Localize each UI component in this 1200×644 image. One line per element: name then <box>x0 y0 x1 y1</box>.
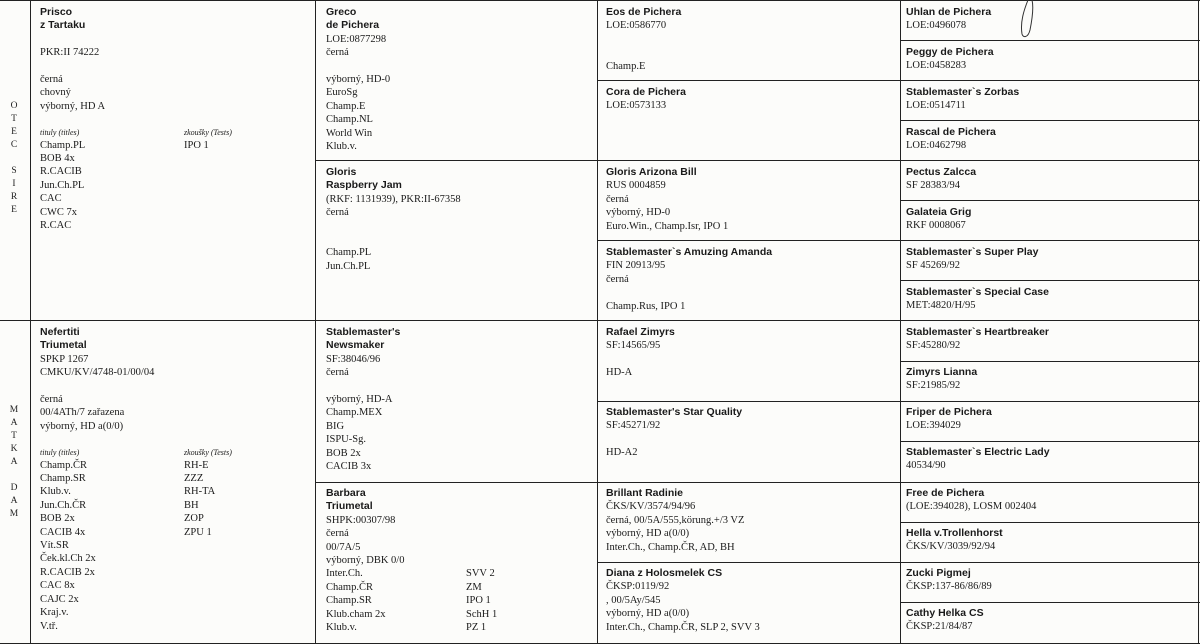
dog-detail: SHPK:00307/98 <box>326 514 396 526</box>
divider-gen2 <box>597 0 598 644</box>
gen4-cell <box>906 366 1194 393</box>
test-item: RH-TA <box>184 486 216 498</box>
dog-reg: LOE:0458283 <box>906 60 967 72</box>
dog-detail: Champ.PL <box>326 247 372 259</box>
dog-reg: LOE:0496078 <box>906 20 967 32</box>
dog-detail: černá <box>606 193 629 205</box>
dog-detail: Champ.Rus, IPO 1 <box>606 300 686 312</box>
divider-gen4 <box>900 602 1200 603</box>
test-item: PZ 1 <box>466 622 487 634</box>
title-item: Champ.ČR <box>326 581 373 593</box>
dog-name: Triumetal <box>326 500 373 513</box>
test-item: SVV 2 <box>466 568 495 580</box>
sire-name-line2: z Tartaku <box>40 19 86 32</box>
dog-name: Peggy de Pichera <box>906 46 994 58</box>
gen3-cell-4 <box>606 246 896 313</box>
title-item: CAJC 2x <box>40 593 79 605</box>
dog-detail: BIG <box>326 420 345 432</box>
title-item: BOB 2x <box>40 513 75 525</box>
dog-name: Uhlan de Pichera <box>906 6 992 18</box>
spacer <box>326 220 591 233</box>
dog-detail: Inter.Ch., Champ.ČR, SLP 2, SVV 3 <box>606 621 760 633</box>
dog-name: Diana z Holosmelek CS <box>606 567 723 579</box>
dog-detail: Jun.Ch.PL <box>326 260 371 272</box>
dog-reg: (LOE:394028), LOSM 002404 <box>906 501 1037 513</box>
divider-gen4 <box>900 441 1200 442</box>
dog-detail: výborný, HD a(0/0) <box>606 528 690 540</box>
gen4-cell <box>906 6 1194 33</box>
dog-name: Stablemaster's <box>326 326 401 338</box>
dog-detail: LOE:0586770 <box>606 20 667 32</box>
dog-detail: Euro.Win., Champ.Isr, IPO 1 <box>606 220 729 232</box>
gen4-cell <box>906 487 1194 514</box>
titles-tests <box>326 567 591 634</box>
sire-name-line1: Prisco <box>40 6 73 18</box>
dog-name: Gloris <box>326 166 357 178</box>
test-item: ZPU 1 <box>184 526 212 538</box>
dog-detail: LOE:0877298 <box>326 33 387 45</box>
sire-detail: výborný, HD A <box>40 100 106 112</box>
dog-reg: ČKSP:21/84/87 <box>906 621 973 633</box>
dog-name: Stablemaster`s Zorbas <box>906 86 1020 98</box>
title-item: R.CACIB <box>40 166 82 178</box>
dog-detail: černá <box>326 367 349 379</box>
dog-detail: Champ.E <box>606 60 646 72</box>
spacer <box>326 233 591 246</box>
dog-detail: výborný, DBK 0/0 <box>326 555 405 567</box>
gen3-cell-3 <box>606 166 896 233</box>
gen2-cell-4 <box>326 487 591 634</box>
dog-detail: HD-A2 <box>606 447 638 459</box>
dog-detail: černá <box>326 47 349 59</box>
spacer <box>606 46 896 59</box>
spacer <box>606 286 896 299</box>
title-item: Inter.Ch. <box>326 568 363 580</box>
dog-name: Rafael Zimyrs <box>606 326 675 338</box>
title-item: CAC 8x <box>40 580 75 592</box>
dog-name: Brillant Radinie <box>606 487 684 499</box>
dog-detail: LOE:0573133 <box>606 100 667 112</box>
title-item: Champ.ČR <box>40 459 87 471</box>
dog-reg: MET:4820/H/95 <box>906 300 976 312</box>
dog-reg: LOE:0462798 <box>906 140 967 152</box>
dam-reg: SPKP 1267 <box>40 353 89 365</box>
gen4-cell <box>906 406 1194 433</box>
title-item: CACIB 4x <box>40 526 86 538</box>
dog-name: Stablemaster`s Electric Lady <box>906 446 1050 458</box>
dam-detail: černá <box>40 394 63 406</box>
gen4-cell <box>906 567 1194 594</box>
dog-reg: SF:21985/92 <box>906 380 961 392</box>
title-item: Kraj.v. <box>40 607 69 619</box>
dog-detail: výborný, HD a(0/0) <box>606 608 690 620</box>
sire-reg: PKR:II 74222 <box>40 47 100 59</box>
dog-name: Zucki Pigmej <box>906 567 971 579</box>
dog-detail: Champ.NL <box>326 114 373 126</box>
gen4-cell <box>906 527 1194 554</box>
dog-name: Pectus Zalcca <box>906 166 977 178</box>
test-item: ZOP <box>184 513 204 525</box>
divider-gen2-sire <box>315 160 1200 161</box>
spacer <box>606 33 896 46</box>
sire-detail: černá <box>40 74 63 85</box>
dam-titles-header: tituly (titles) <box>40 447 80 457</box>
dog-reg: ČKSP:137-86/86/89 <box>906 581 992 593</box>
title-item: Champ.PL <box>40 139 86 151</box>
gen4-cell <box>906 326 1194 353</box>
dog-name: Friper de Pichera <box>906 406 992 418</box>
title-item: R.CACIB 2x <box>40 566 95 578</box>
dog-detail: World Win <box>326 127 373 139</box>
dog-reg: SF 45269/92 <box>906 260 960 272</box>
divider-gen1 <box>315 0 316 644</box>
sire-cell <box>40 6 310 232</box>
test-item: ZZZ <box>184 473 204 485</box>
sire-tests-header: zkoušky (Tests) <box>184 127 232 137</box>
sire-side-label: O T E C S I R E <box>10 101 18 215</box>
gen2-cell-3 <box>326 326 591 473</box>
divider-side <box>30 0 31 644</box>
tests-list <box>466 567 497 634</box>
dog-detail: černá <box>326 528 349 540</box>
title-item: CAC <box>40 193 62 205</box>
spacer <box>326 60 591 73</box>
dog-reg: LOE:0514711 <box>906 100 966 112</box>
dog-detail: Champ.E <box>326 100 366 112</box>
dog-detail: černá <box>606 273 629 285</box>
gen4-cell <box>906 246 1194 273</box>
dog-detail: 00/7A/5 <box>326 541 361 553</box>
dam-cell <box>40 326 310 633</box>
dog-detail: SF:45271/92 <box>606 420 661 432</box>
title-item: BOB 4x <box>40 153 75 165</box>
dog-detail: SF:14565/95 <box>606 340 661 352</box>
dog-name: Rascal de Pichera <box>906 126 996 138</box>
divider-gen3-5 <box>597 401 1200 402</box>
divider-gen3 <box>900 0 901 644</box>
dog-detail: HD-A <box>606 367 633 379</box>
divider-sire-dam <box>0 320 1200 321</box>
dog-name: Eos de Pichera <box>606 6 682 18</box>
dog-name: Stablemaster`s Special Case <box>906 286 1049 298</box>
divider-gen3-3 <box>597 240 1200 241</box>
test-item: ZM <box>466 581 482 593</box>
dam-reg: CMKU/KV/4748-01/00/04 <box>40 367 155 379</box>
divider-gen3-7 <box>597 562 1200 563</box>
dog-name: Zimyrs Lianna <box>906 366 978 378</box>
spacer <box>606 353 896 366</box>
title-item: Klub.cham 2x <box>326 608 386 620</box>
dog-reg: LOE:394029 <box>906 420 961 432</box>
dog-detail: ČKSP:0119/92 <box>606 581 670 593</box>
title-item: Vít.SR <box>40 540 69 552</box>
dog-name: Barbara <box>326 487 366 499</box>
dog-name: Gloris Arizona Bill <box>606 166 697 178</box>
gen4-cell <box>906 607 1194 634</box>
dog-name: Free de Pichera <box>906 487 985 499</box>
gen4-cell <box>906 126 1194 153</box>
divider-right <box>1198 0 1199 644</box>
divider-gen2-dam <box>315 482 1200 483</box>
dog-reg: SF 28383/94 <box>906 180 960 192</box>
dog-reg: RKF 0008067 <box>906 220 966 232</box>
dog-name: Stablemaster`s Heartbreaker <box>906 326 1049 338</box>
gen2-cell-1 <box>326 6 591 153</box>
dam-detail: 00/4ATh/7 zařazena <box>40 407 125 419</box>
dam-tests-header: zkoušky (Tests) <box>184 447 232 457</box>
dog-name: Hella v.Trollenhorst <box>906 527 1003 539</box>
dog-detail: výborný, HD-0 <box>606 207 671 219</box>
sire-detail: chovný <box>40 87 71 99</box>
dam-titles-list <box>40 459 310 633</box>
dog-name: Newsmaker <box>326 339 385 352</box>
gen3-cell-6 <box>606 406 896 460</box>
test-item: SchH 1 <box>466 608 498 620</box>
dog-detail: BOB 2x <box>326 447 361 459</box>
dog-detail: (RKF: 1131939), PKR:II-67358 <box>326 193 461 205</box>
dog-detail: výborný, HD-0 <box>326 74 391 86</box>
dog-reg: ČKS/KV/3039/92/94 <box>906 541 996 553</box>
gen4-cell <box>906 446 1194 473</box>
title-item: CWC 7x <box>40 206 78 218</box>
test-item: BH <box>184 499 199 511</box>
title-item: Jun.Ch.ČR <box>40 499 87 511</box>
dog-detail: černá, 00/5A/555,körung.+/3 VZ <box>606 514 745 526</box>
dog-detail: ČKS/KV/3574/94/96 <box>606 501 696 513</box>
dog-detail: výborný, HD-A <box>326 394 393 406</box>
dog-name: Cathy Helka CS <box>906 607 984 619</box>
spacer <box>326 380 591 393</box>
title-item: R.CAC <box>40 220 72 232</box>
gen3-cell-7 <box>606 487 896 554</box>
dog-detail: černá <box>326 207 349 219</box>
dog-detail: SF:38046/96 <box>326 353 381 365</box>
title-item: Champ.SR <box>40 473 86 485</box>
dog-name: Cora de Pichera <box>606 86 686 98</box>
dog-name: Stablemaster`s Amuzing Amanda <box>606 246 773 258</box>
divider-gen4 <box>900 200 1200 201</box>
title-item: Klub.v. <box>326 622 357 634</box>
dog-detail: , 00/5Ay/545 <box>606 594 661 606</box>
divider-gen3-1 <box>597 80 1200 81</box>
test-item: IPO 1 <box>466 595 491 607</box>
sire-titles-list <box>40 139 310 233</box>
title-item: Champ.SR <box>326 595 372 607</box>
divider-gen4 <box>900 120 1200 121</box>
dog-detail: RUS 0004859 <box>606 180 666 192</box>
titles-list <box>326 567 591 634</box>
dam-detail: výborný, HD a(0/0) <box>40 420 124 432</box>
gen4-cell <box>906 166 1194 193</box>
dog-detail: Klub.v. <box>326 141 357 153</box>
gen3-cell-5 <box>606 326 896 380</box>
gen3-cell-1 <box>606 6 896 73</box>
gen4-cell <box>906 86 1194 113</box>
title-item: Ček.kl.Ch 2x <box>40 553 96 565</box>
dog-detail: EuroSg <box>326 87 358 99</box>
sire-tests-list <box>184 139 209 152</box>
gen4-cell <box>906 286 1194 313</box>
divider-gen4 <box>900 522 1200 523</box>
dog-name: Raspberry Jam <box>326 179 402 192</box>
dam-name-line2: Triumetal <box>40 339 87 352</box>
divider-gen4 <box>900 40 1200 41</box>
dog-name: Greco <box>326 6 357 18</box>
divider-gen4 <box>900 280 1200 281</box>
title-item: V.tř. <box>40 620 58 632</box>
dog-detail: Inter.Ch., Champ.ČR, AD, BH <box>606 541 735 553</box>
sire-titles-header: tituly (titles) <box>40 127 80 137</box>
dam-side-label: M A T K A D A M <box>9 405 19 519</box>
dog-detail: Champ.MEX <box>326 407 383 419</box>
gen4-cell <box>906 46 1194 73</box>
dog-detail: ISPU-Sg. <box>326 434 366 446</box>
dog-detail: FIN 20913/95 <box>606 260 666 272</box>
divider-gen4 <box>900 361 1200 362</box>
dog-name: Stablemaster's Star Quality <box>606 406 743 418</box>
dog-reg: SF:45280/92 <box>906 340 961 352</box>
title-item: Jun.Ch.PL <box>40 179 85 191</box>
title-item: Klub.v. <box>40 486 71 498</box>
test-item: RH-E <box>184 459 209 471</box>
gen3-cell-2 <box>606 86 896 113</box>
gen3-cell-8 <box>606 567 896 634</box>
spacer <box>606 433 896 446</box>
dam-tests-list <box>184 459 215 539</box>
gen2-cell-2 <box>326 166 591 273</box>
test-item: IPO 1 <box>184 139 209 151</box>
dog-name: Galateia Grig <box>906 206 972 218</box>
dog-name: de Pichera <box>326 19 380 32</box>
dog-detail: CACIB 3x <box>326 461 372 473</box>
dam-name-line1: Nefertiti <box>40 326 80 338</box>
dog-name: Stablemaster`s Super Play <box>906 246 1039 258</box>
gen4-cell <box>906 206 1194 233</box>
dog-reg: 40534/90 <box>906 460 946 472</box>
